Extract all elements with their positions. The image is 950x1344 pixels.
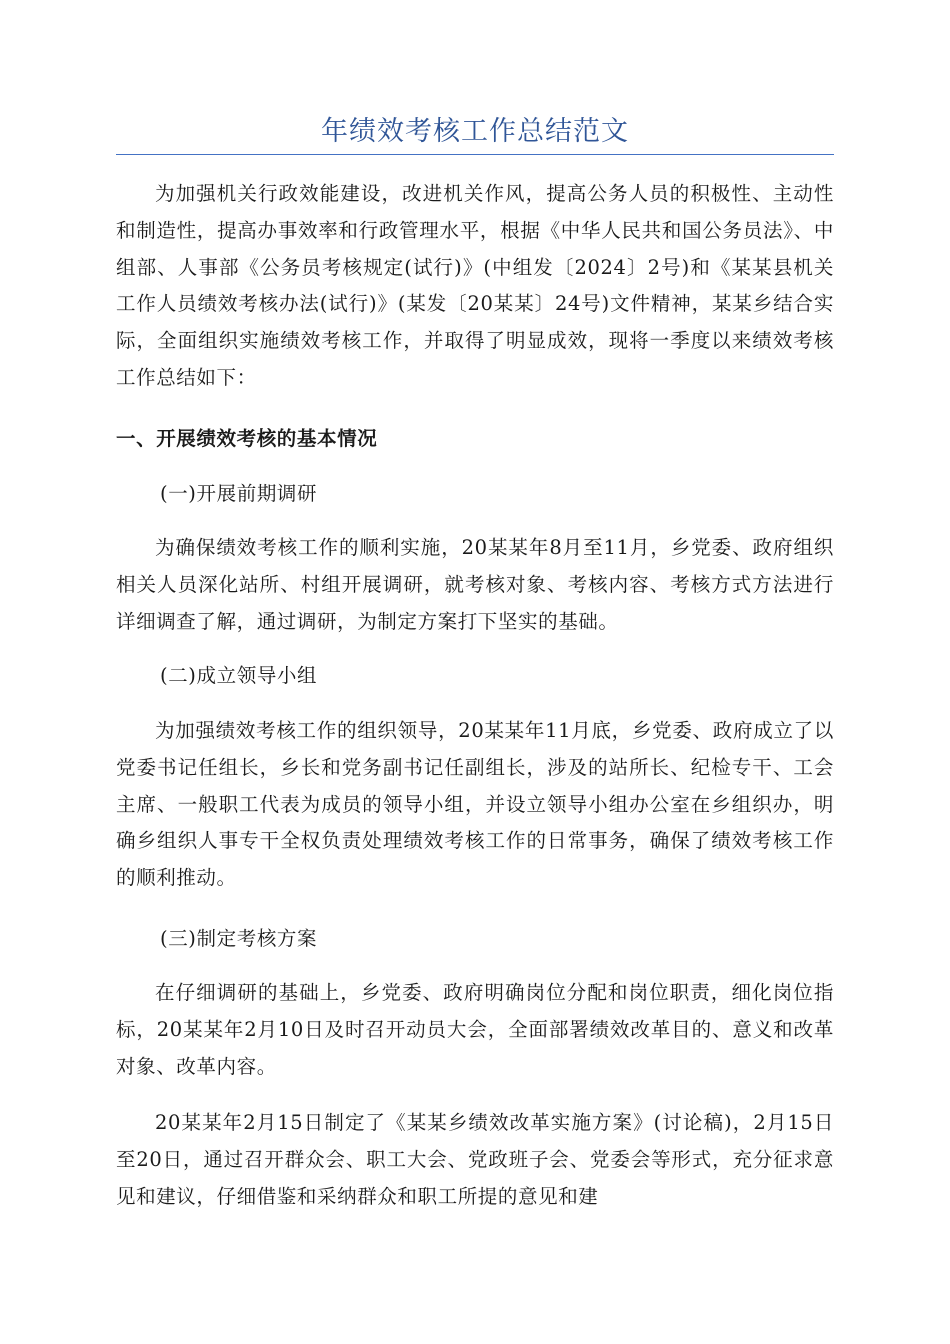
intro-paragraph: 为加强机关行政效能建设，改进机关作风，提高公务人员的积极性、主动性和制造性，提高办事效率和行政管理水平，根据《中华人民共和国公务员法》、中组部、人事部《公务员考核规定(试行)》(中组发〔2024〕2号)和《某某县机关工作人员绩效考核办法(试行)》(某发〔20某某〕24号)文件精神，某某乡结合实际，全面组织实施绩效考核工作，并取得了明显成效，现将一季度以来绩效考核工作总结如下： bbox=[116, 182, 834, 389]
title-underline bbox=[116, 154, 834, 155]
subsection-heading-1: (一)开展前期调研 bbox=[160, 482, 318, 505]
subsection-1-paragraph: 为确保绩效考核工作的顺利实施，20某某年8月至11月，乡党委、政府组织相关人员深化站所、村组开展调研，就考核对象、考核内容、考核方式方法进行详细调查了解，通过调研，为制定方案打下坚实的基础。 bbox=[116, 536, 834, 633]
subsection-3-paragraph-2: 20某某年2月15日制定了《某某乡绩效改革实施方案》(讨论稿)，2月15日至20日，通过召开群众会、职工大会、党政班子会、党委会等形式，充分征求意见和建议，仔细借鉴和采纳群众和职工所提的意见和建 bbox=[116, 1111, 834, 1208]
subsection-heading-2: (二)成立领导小组 bbox=[160, 664, 318, 687]
subsection-heading-3: (三)制定考核方案 bbox=[160, 927, 318, 950]
document-title: 年绩效考核工作总结范文 bbox=[321, 116, 629, 147]
subsection-2-paragraph: 为加强绩效考核工作的组织领导，20某某年11月底，乡党委、政府成立了以党委书记任组长，乡长和党务副书记任副组长，涉及的站所长、纪检专干、工会主席、一般职工代表为成员的领导小组，并设立领导小组办公室在乡组织办，明确乡组织人事专干全权负责处理绩效考核工作的日常事务，确保了绩效考核工作的顺利推动。 bbox=[116, 719, 834, 890]
section-heading-1: 一、开展绩效考核的基本情况 bbox=[116, 427, 378, 450]
subsection-3-paragraph-1: 在仔细调研的基础上，乡党委、政府明确岗位分配和岗位职责，细化岗位指标，20某某年2月10日及时召开动员大会，全面部署绩效改革目的、意义和改革对象、改革内容。 bbox=[116, 981, 834, 1078]
